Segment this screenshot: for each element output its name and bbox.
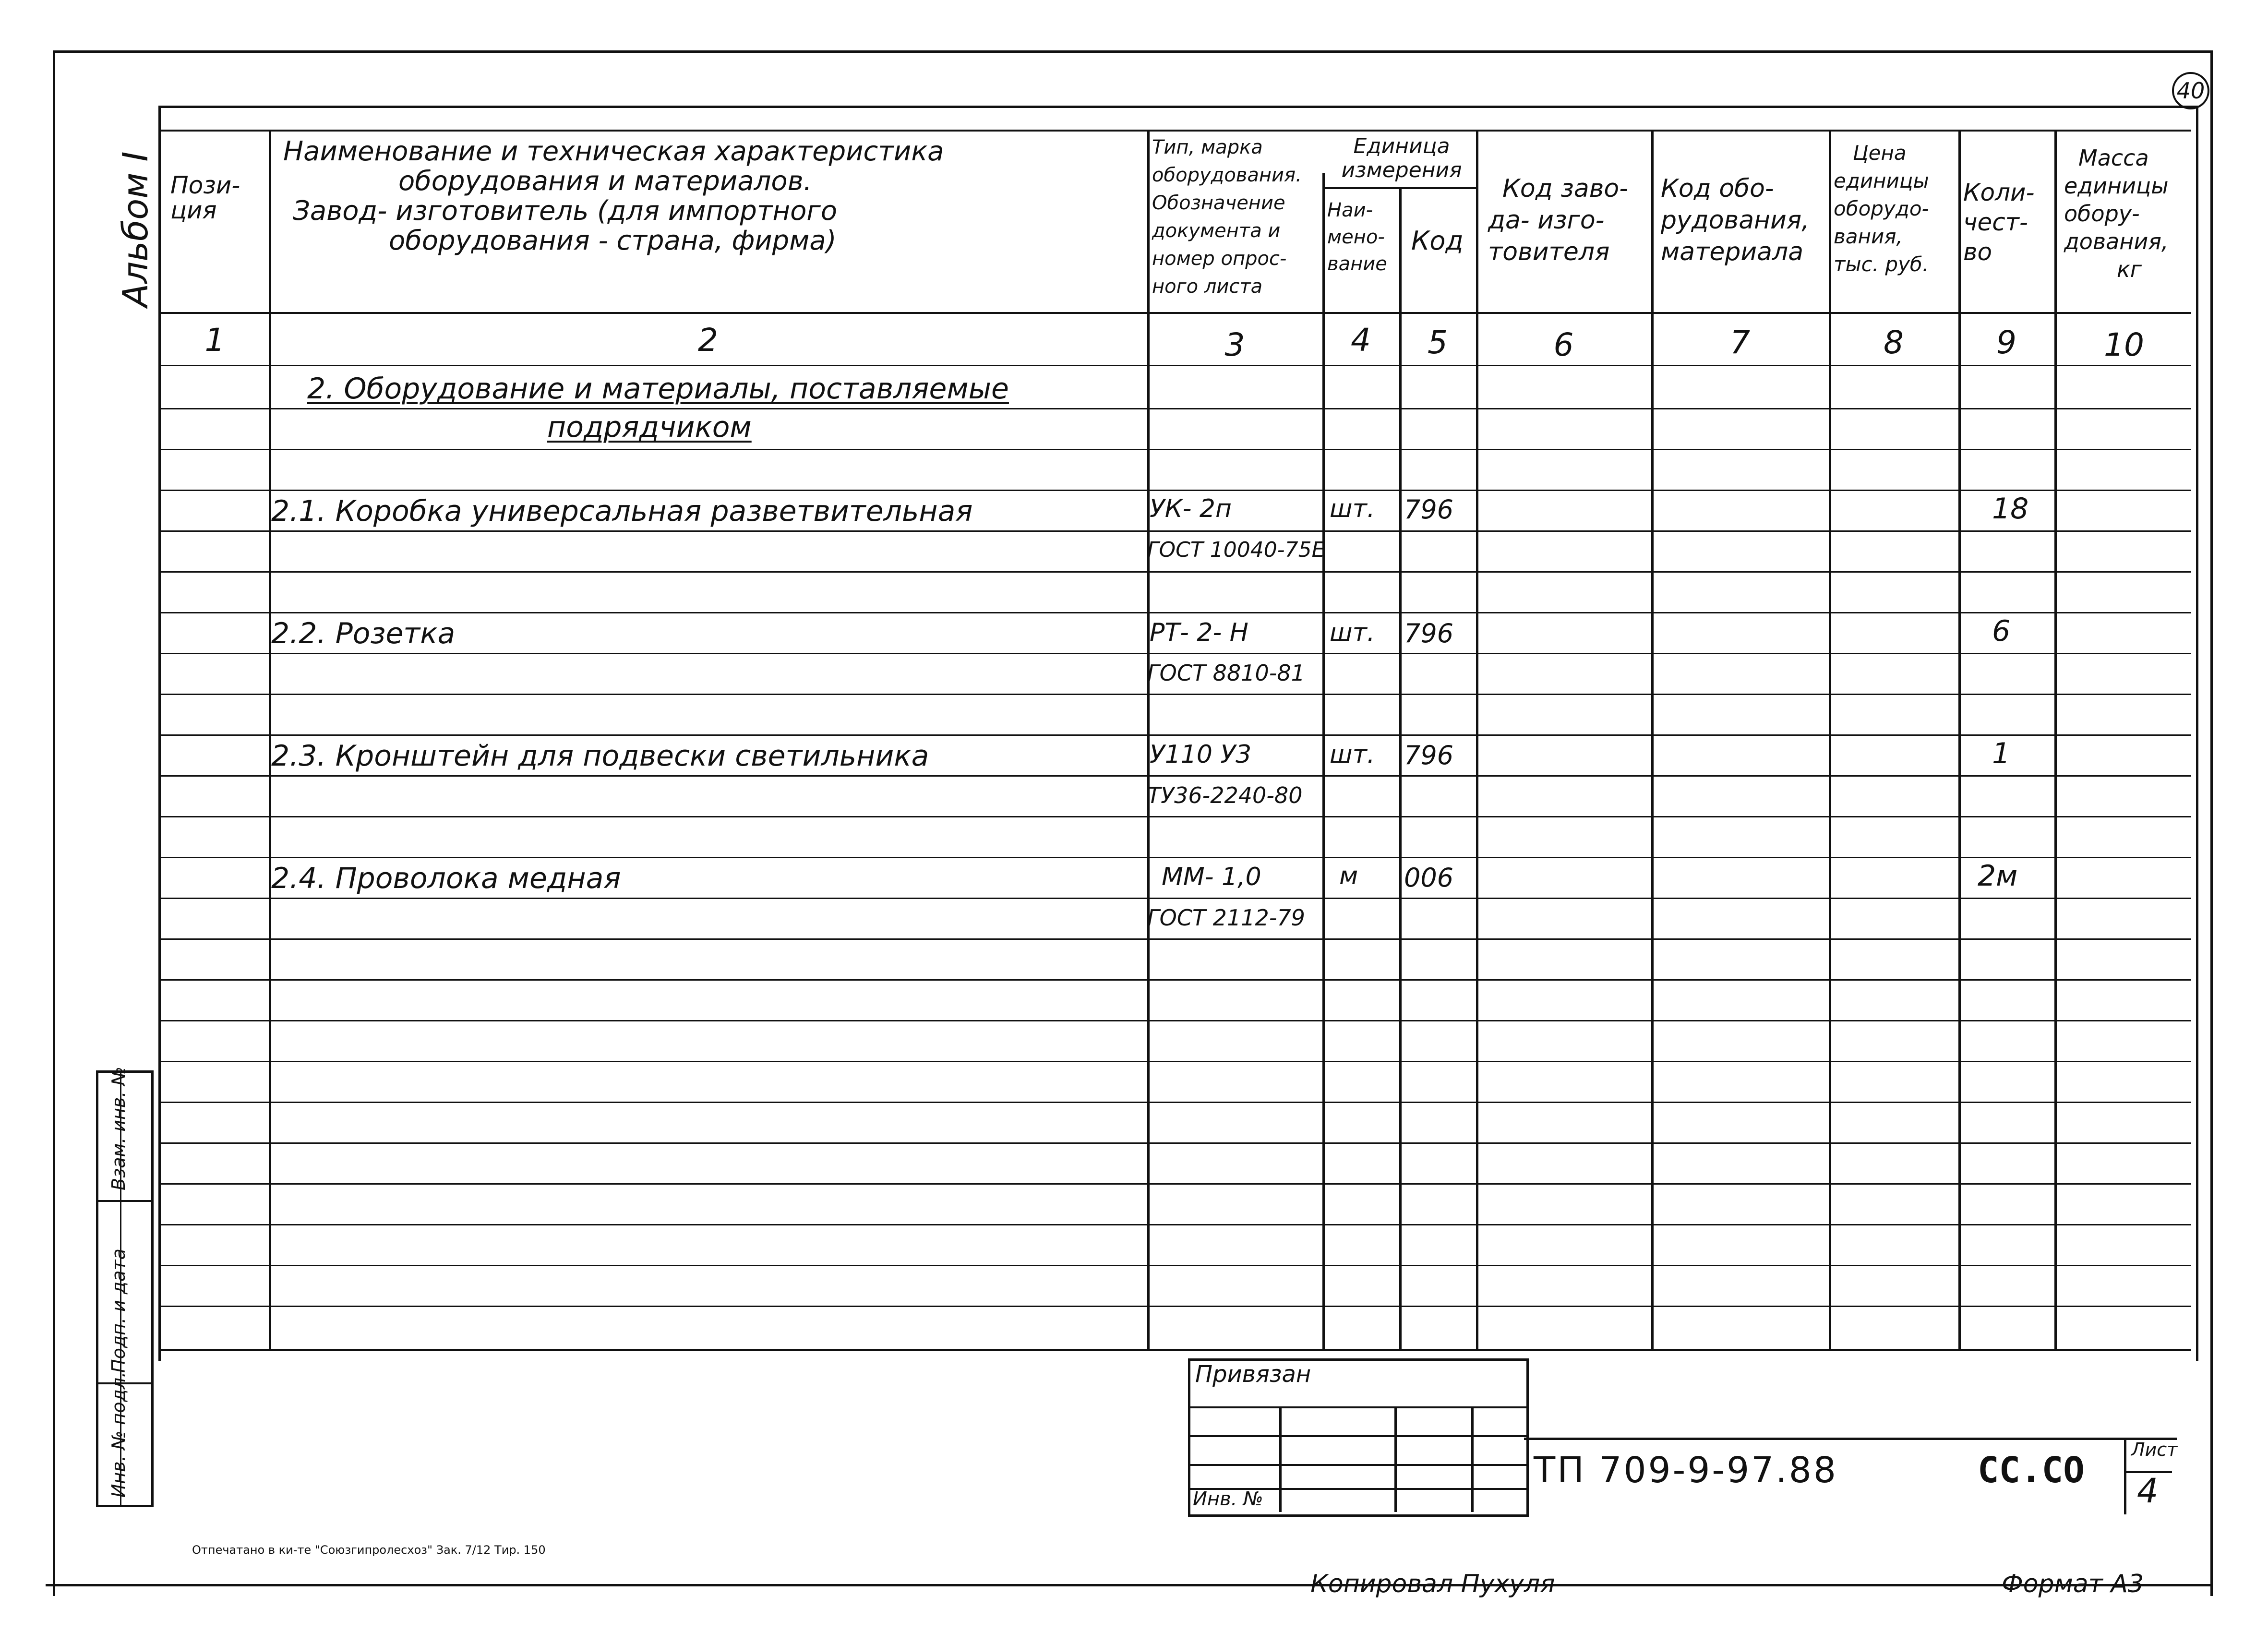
doc-code: ТП 709-9-97.88 (1534, 1450, 1838, 1491)
side-stamp-inv: Инв. № подл. (108, 1371, 129, 1498)
col-number: 9 (1996, 324, 2016, 361)
item-doc: ГОСТ 2112-79 (1147, 905, 1305, 931)
sheet-label: Лист (2131, 1439, 2178, 1460)
col-number: 7 (1730, 324, 1750, 361)
header-col10: Масса единицы обору- дования, кг (2064, 145, 2169, 282)
item-name: 2.2. Розетка (271, 617, 456, 650)
side-stamp-sign: Подп. и дата (108, 1248, 129, 1373)
item-doc: ТУ36-2240-80 (1147, 782, 1303, 808)
bottom-border (46, 1584, 2213, 1586)
col-number: 5 (1428, 324, 1448, 361)
item-doc: ГОСТ 8810-81 (1147, 660, 1305, 686)
unit-subheader-line (1322, 187, 1476, 189)
section-subtitle: подрядчиком (547, 410, 752, 444)
item-qty: 2м (1978, 859, 2018, 893)
col-number: 6 (1553, 326, 1574, 363)
item-type: У110 У3 (1150, 740, 1252, 769)
item-qty: 18 (1992, 492, 2029, 526)
header-bottom-line (161, 312, 2191, 314)
item-unit: шт. (1330, 740, 1375, 769)
header-col3: Тип, марка оборудования. Обозначение документа и номер опрос- ного листа (1152, 136, 1302, 298)
header-col7: Код обо- рудования, материала (1661, 174, 1810, 266)
item-code: 796 (1404, 618, 1454, 648)
item-unit: шт. (1330, 494, 1375, 523)
col-number: 1 (204, 322, 225, 359)
item-name: 2.3. Кронштейн для подвески светильника (271, 739, 929, 773)
col-number: 2 (698, 322, 718, 359)
header-col9: Коли- чест- во (1963, 179, 2035, 266)
item-code: 006 (1404, 863, 1454, 893)
table-bottom-line (161, 1349, 2191, 1351)
item-qty: 1 (1992, 737, 2011, 770)
item-unit: шт. (1330, 618, 1375, 647)
col-number: 3 (1224, 326, 1245, 363)
sheet-number: 4 (2137, 1471, 2159, 1511)
item-code: 796 (1404, 494, 1454, 525)
side-stamp-repl: Взам. инв. № (108, 1066, 129, 1190)
header-col8: Цена единицы оборудо- вания, тыс. руб. (1834, 141, 1929, 276)
header-col4: Наи- мено- вание (1327, 199, 1387, 275)
inv-no-label: Инв. № (1193, 1488, 1263, 1510)
privyazan-label: Привязан (1195, 1361, 1311, 1388)
col-number: 10 (2104, 326, 2144, 363)
print-note: Отпечатано в ки-те "Союзгипролесхоз" Зак. 7/12 Тир. 150 (192, 1543, 546, 1557)
header-col1: Пози- ция (170, 171, 240, 224)
item-unit: м (1339, 862, 1358, 890)
item-doc: ГОСТ 10040-75Е (1147, 538, 1325, 562)
item-code: 796 (1404, 740, 1454, 770)
header-top-line (161, 130, 2191, 132)
page-number-stamp: 40 (2172, 72, 2209, 109)
item-type: РТ- 2- Н (1150, 618, 1248, 647)
sheet-mark: СС.СО (1978, 1450, 2085, 1491)
item-type: УК- 2п (1150, 494, 1232, 523)
format-label: Формат А3 (2002, 1570, 2144, 1598)
item-name: 2.4. Проволока медная (271, 862, 621, 895)
album-label: Альбом I (115, 151, 156, 307)
header-col5: Код (1411, 226, 1464, 256)
item-name: 2.1. Коробка универсальная разветвительная (271, 494, 973, 528)
col-line (1399, 187, 1402, 1351)
section-title: 2. Оборудование и материалы, поставляемые (307, 372, 1009, 406)
copied-by: Копировал Пухуля (1310, 1570, 1555, 1598)
item-qty: 6 (1992, 614, 2011, 648)
header-unit-group: Единица измерения (1341, 134, 1462, 182)
header-col6: Код заво- да- изго- товителя (1488, 174, 1628, 266)
item-type: ММ- 1,0 (1162, 863, 1261, 891)
header-col2: Наименование и техническая характеристика оборудования и материалов. Завод- изготовитель (для импортного оборудования - страна, фирма) (283, 136, 944, 256)
col-number: 4 (1351, 322, 1371, 359)
col-number: 8 (1884, 324, 1904, 361)
